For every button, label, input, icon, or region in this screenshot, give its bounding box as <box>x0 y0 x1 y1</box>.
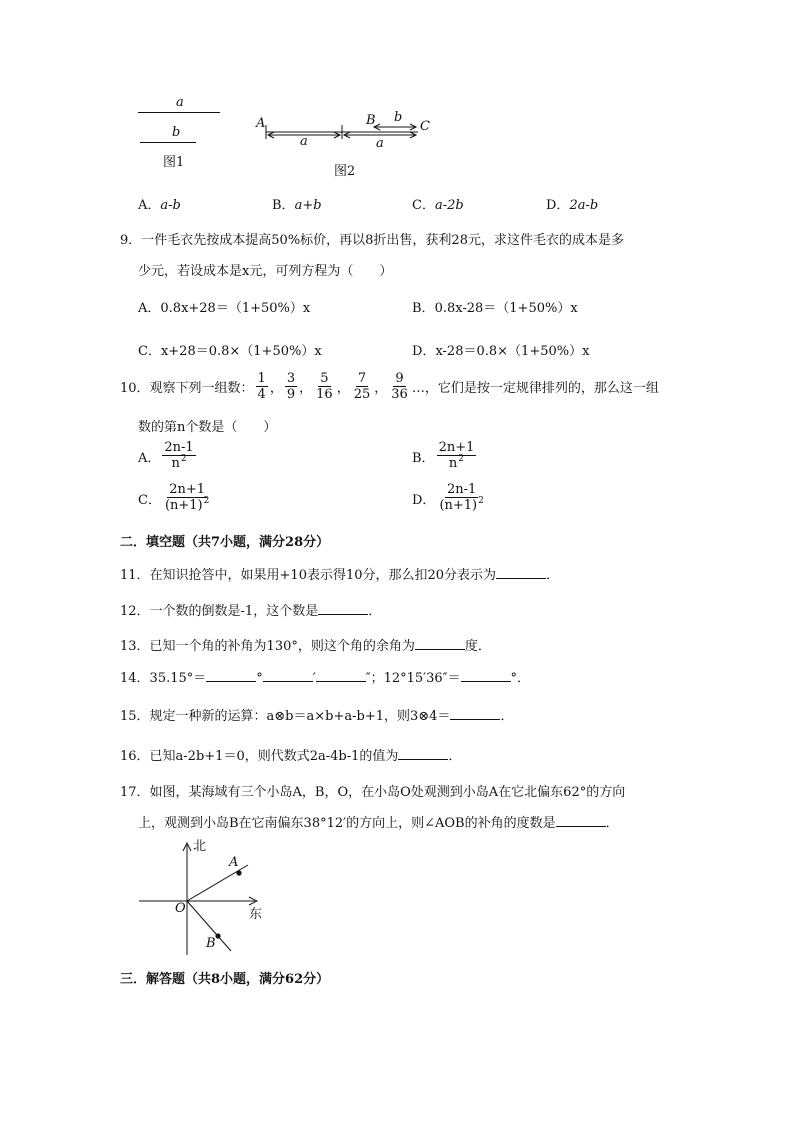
q9-option-b: B．0.8x-28＝（1+50%）x <box>412 301 578 316</box>
fig2-label-A: A <box>256 116 266 131</box>
q9-option-a: A．0.8x+28＝（1+50%）x <box>138 301 311 316</box>
q10-option-c: C． $\frac{2n+1}{(n+1)^2}$ <box>138 482 210 513</box>
fig2-label-C: C <box>420 119 430 134</box>
q9-option-c: C．x+28＝0.8×（1+50%）x <box>138 344 322 359</box>
fig2-caption: 图2 <box>334 164 356 179</box>
q9-line-1: 9．一件毛衣先按成本提高50%标价，再以8折出售，获利28元，求这件毛衣的成本是多 <box>120 233 624 248</box>
fig1-label-b: b <box>172 125 181 140</box>
q8-figure-1 <box>130 95 230 175</box>
answer-blank <box>556 814 606 827</box>
section-3-heading: 三．解答题（共8小题，满分62分） <box>120 972 330 987</box>
q8-option-a: A．a-b <box>138 198 181 213</box>
q10-fraction: $\frac{1}{4}$ <box>257 370 266 402</box>
point-A-label: A <box>229 855 239 870</box>
q8-figure-2 <box>250 108 440 178</box>
q8-option-b: B．a+b <box>272 198 322 213</box>
q14: 14．35.15°＝ ° ′ ″；12°15′36″＝ °． <box>120 671 531 686</box>
fig1-label-a: a <box>176 95 184 110</box>
q17-figure <box>135 835 275 960</box>
answer-blank <box>263 669 313 682</box>
q8-option-c: C．a-2b <box>412 198 464 213</box>
q11: 11．在知识抢答中，如果用+10表示得10分，那么扣20分表示为 ． <box>120 568 560 583</box>
fig1-segment-b <box>140 142 196 143</box>
fig1-segment-a <box>138 112 220 113</box>
answer-blank <box>450 707 500 720</box>
q10-fraction: $\frac{5}{16}$ <box>316 370 333 402</box>
fig2-label-a2: a <box>376 136 384 151</box>
point-O-label: O <box>175 901 186 916</box>
q15: 15．规定一种新的运算：a⊗b＝a×b+a-b+1，则3⊗4＝ ． <box>120 709 514 724</box>
point-B-label: B <box>206 936 216 951</box>
answer-blank <box>415 637 465 650</box>
north-label: 北 <box>193 839 207 854</box>
section-2-heading: 二．填空题（共7小题，满分28分） <box>120 535 330 550</box>
answer-blank <box>206 669 256 682</box>
q8-option-d: D．2a-b <box>546 198 599 213</box>
q10-fraction: $\frac{3}{9}$ <box>286 370 296 402</box>
q10-line-1: 10．观察下列一组数： $\frac{1}{4}$ ， $\frac{3}{9}$ ， $\frac{5}{16}$ ， $\frac{7}{25}$ ， $\frac{9}{36}$ …，它们是按一定规律排列的，那么这一组 <box>120 370 659 402</box>
fig1-caption: 图1 <box>163 155 185 170</box>
q10-fraction: $\frac{7}{25}$ <box>353 370 371 402</box>
fig2-drawing <box>250 108 440 158</box>
fig2-label-B: B <box>366 113 376 128</box>
q16: 16．已知a-2b+1＝0，则代数式2a-4b-1的值为 ． <box>120 749 462 764</box>
q17-line-1: 17．如图，某海域有三个小岛A，B，O，在小岛O处观测到小岛A在它北偏东62°的方向 <box>120 785 626 800</box>
answer-blank <box>316 669 366 682</box>
q13: 13．已知一个角的补角为130°，则这个角的余角为 度． <box>120 639 491 654</box>
q9-option-d: D．x-28＝0.8×（1+50%）x <box>412 344 590 359</box>
fig2-label-a1: a <box>300 134 308 149</box>
q12: 12．一个数的倒数是-1，这个数是 ． <box>120 604 382 619</box>
answer-blank <box>461 669 511 682</box>
q10-option-a: A． $\frac{2n-1}{n^2}$ <box>138 440 194 471</box>
answer-blank <box>496 566 546 579</box>
answer-blank <box>318 602 368 615</box>
q10-line-2: 数的第n个数是（ ） <box>138 420 277 435</box>
east-label: 东 <box>249 907 263 922</box>
fig2-label-b: b <box>394 110 403 125</box>
q10-option-d: D． $\frac{2n-1}{(n+1)^2}$ <box>412 482 484 513</box>
q9-line-2: 少元，若设成本是x元，可列方程为（ ） <box>138 264 393 279</box>
q10-option-b: B． $\frac{2n+1}{n^2}$ <box>412 440 475 471</box>
answer-blank <box>398 747 448 760</box>
q10-fraction: $\frac{9}{36}$ <box>391 370 408 402</box>
q17-line-2: 上，观测到小岛B在它南偏东38°12′的方向上，则∠AOB的补角的度数是 ． <box>138 816 619 831</box>
